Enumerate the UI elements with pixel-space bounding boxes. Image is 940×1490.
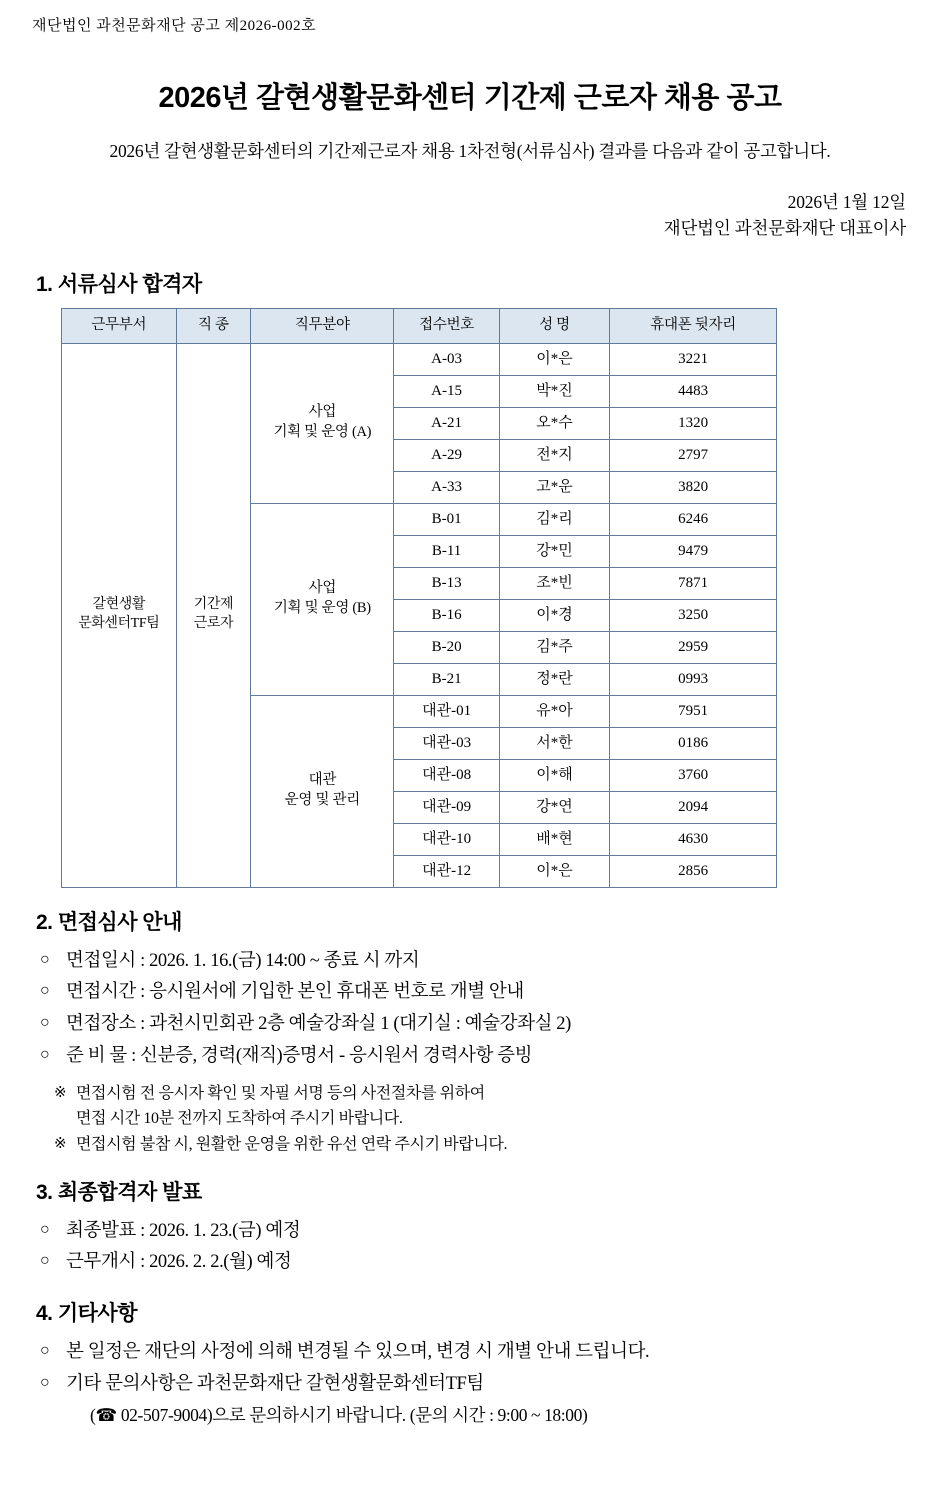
cell-application-no: 대관-01 [394, 695, 499, 727]
cell-name: 서*한 [499, 727, 609, 759]
section-4-heading: 4. 기타사항 [36, 1302, 137, 1326]
cell-name: 이*은 [499, 855, 609, 887]
cell-name: 오*수 [499, 407, 609, 439]
cell-name: 유*아 [499, 695, 609, 727]
field-b-line-1: 사업 [308, 580, 337, 597]
cell-application-no: B-20 [394, 631, 499, 663]
cell-name: 이*경 [499, 599, 609, 631]
issuer-block [28, 189, 906, 242]
section-3-list [28, 1216, 912, 1280]
cell-phone: 3760 [610, 759, 777, 791]
field-b-line-2: 기획 및 운영 (B) [273, 600, 371, 616]
th-job-type: 직 종 [176, 308, 251, 343]
section-4-contact-line: (☎ 02-507-9004)으로 문의하시기 바랍니다. (문의 시간 : 9:00 ~ 18:00) [90, 1404, 588, 1426]
cell-job-field-b [251, 503, 394, 695]
cell-application-no: 대관-09 [394, 791, 499, 823]
list-item: ○ 기타 문의사항은 과천문화재단 갈현생활문화센터TF팀 [40, 1369, 912, 1401]
th-phone-last: 휴대폰 뒷자리 [610, 308, 777, 343]
field-a-line-2: 기획 및 운영 (A) [273, 424, 372, 440]
cell-application-no: 대관-03 [394, 727, 499, 759]
cell-phone: 3820 [610, 471, 777, 503]
list-item: ○ 본 일정은 재단의 사정에 의해 변경될 수 있으며, 변경 시 개별 안내 드립니다. [40, 1337, 912, 1369]
cell-application-no: B-21 [394, 663, 499, 695]
cell-phone: 0993 [610, 663, 777, 695]
pass-list-table [61, 308, 777, 888]
job-type-line-2: 근로자 [193, 616, 234, 631]
cell-name: 배*현 [499, 823, 609, 855]
cell-application-no: A-03 [394, 343, 499, 375]
section-2-note-2: ※ 면접시험 불참 시, 원활한 운영을 위한 유선 연락 주시기 바랍니다. [54, 1132, 912, 1158]
cell-phone: 2797 [610, 439, 777, 471]
cell-application-no: A-15 [394, 375, 499, 407]
cell-phone: 4630 [610, 823, 777, 855]
cell-application-no: B-16 [394, 599, 499, 631]
field-a-line-1: 사업 [308, 404, 337, 421]
cell-name: 김*주 [499, 631, 609, 663]
cell-name: 박*진 [499, 375, 609, 407]
cell-application-no: B-01 [394, 503, 499, 535]
table-header-row [62, 308, 777, 343]
table-row [62, 343, 777, 375]
cell-name: 강*연 [499, 791, 609, 823]
cell-phone: 2856 [610, 855, 777, 887]
page-title: 2026년 갈현생활문화센터 기간제 근로자 채용 공고 [158, 82, 782, 114]
cell-phone: 6246 [610, 503, 777, 535]
issue-date: 2026년 1월 12일 [787, 192, 906, 212]
cell-name: 정*란 [499, 663, 609, 695]
section-3-heading: 3. 최종합격자 발표 [36, 1180, 202, 1204]
cell-phone: 1320 [610, 407, 777, 439]
cell-phone: 7951 [610, 695, 777, 727]
list-item: ○ 준 비 물 : 신분증, 경력(재직)증명서 - 응시원서 경력사항 증빙 [40, 1041, 912, 1073]
section-2-note-1-cont: 면접 시간 10분 전까지 도착하여 주시기 바랍니다. [76, 1110, 403, 1128]
cell-phone: 3250 [610, 599, 777, 631]
list-item: ○ 최종발표 : 2026. 1. 23.(금) 예정 [40, 1216, 912, 1248]
cell-job-field-a [251, 343, 394, 503]
issuer-name: 재단법인 과천문화재단 대표이사 [663, 218, 906, 239]
spacer [28, 1073, 912, 1081]
field-rental-line-1: 대관 [308, 772, 337, 789]
cell-job-field-rental [251, 695, 394, 887]
cell-name: 조*빈 [499, 567, 609, 599]
cell-name: 강*민 [499, 535, 609, 567]
field-rental-line-2: 운영 및 관리 [284, 792, 360, 808]
cell-phone: 9479 [610, 535, 777, 567]
th-application-no: 접수번호 [394, 308, 499, 343]
cell-application-no: A-33 [394, 471, 499, 503]
cell-name: 이*은 [499, 343, 609, 375]
section-2-heading: 2. 면접심사 안내 [36, 910, 182, 934]
list-item: ○ 근무개시 : 2026. 2. 2.(월) 예정 [40, 1247, 912, 1279]
list-item: ○ 면접시간 : 응시원서에 기입한 본인 휴대폰 번호로 개별 안내 [40, 977, 912, 1009]
cell-name: 이*해 [499, 759, 609, 791]
th-job-field: 직무분야 [251, 308, 394, 343]
cell-phone: 0186 [610, 727, 777, 759]
section-2-note-1: ※ 면접시험 전 응시자 확인 및 자필 서명 등의 사전절차를 위하여 [54, 1081, 912, 1107]
department-line-2: 문화센터TF팀 [78, 616, 160, 631]
contact-text: 02-507-9004)으로 문의하시기 바랍니다. (문의 시간 : 9:00 ~ 18:00) [120, 1404, 588, 1425]
list-item: ○ 면접일시 : 2026. 1. 16.(금) 14:00 ~ 종료 시 까지 [40, 946, 912, 978]
cell-department [62, 343, 177, 887]
section-2-list [28, 946, 912, 1073]
telephone-icon: ☎ [95, 1405, 117, 1426]
th-department: 근무부서 [62, 308, 177, 343]
job-type-line-1: 기간제 [193, 597, 234, 613]
cell-application-no: A-29 [394, 439, 499, 471]
cell-phone: 7871 [610, 567, 777, 599]
cell-name: 고*운 [499, 471, 609, 503]
cell-job-type [176, 343, 251, 887]
cell-phone: 2959 [610, 631, 777, 663]
cell-phone: 2094 [610, 791, 777, 823]
cell-application-no: 대관-12 [394, 855, 499, 887]
cell-application-no: 대관-08 [394, 759, 499, 791]
section-4-list [28, 1337, 912, 1401]
department-line-1: 갈현생활 [92, 597, 146, 613]
cell-phone: 3221 [610, 343, 777, 375]
th-name: 성 명 [499, 308, 609, 343]
cell-application-no: 대관-10 [394, 823, 499, 855]
section-1-heading: 1. 서류심사 합격자 [36, 272, 202, 296]
cell-phone: 4483 [610, 375, 777, 407]
cell-name: 전*지 [499, 439, 609, 471]
cell-application-no: B-11 [394, 535, 499, 567]
cell-name: 김*리 [499, 503, 609, 535]
cell-application-no: A-21 [394, 407, 499, 439]
cell-application-no: B-13 [394, 567, 499, 599]
intro-paragraph: 2026년 갈현생활문화센터의 기간제근로자 채용 1차전형(서류심사) 결과를 다음과 같이 공고합니다. [109, 141, 831, 161]
list-item: ○ 면접장소 : 과천시민회관 2층 예술강좌실 1 (대기실 : 예술강좌실 2) [40, 1009, 912, 1041]
notice-number: 재단법인 과천문화재단 공고 제2026-002호 [32, 18, 317, 34]
